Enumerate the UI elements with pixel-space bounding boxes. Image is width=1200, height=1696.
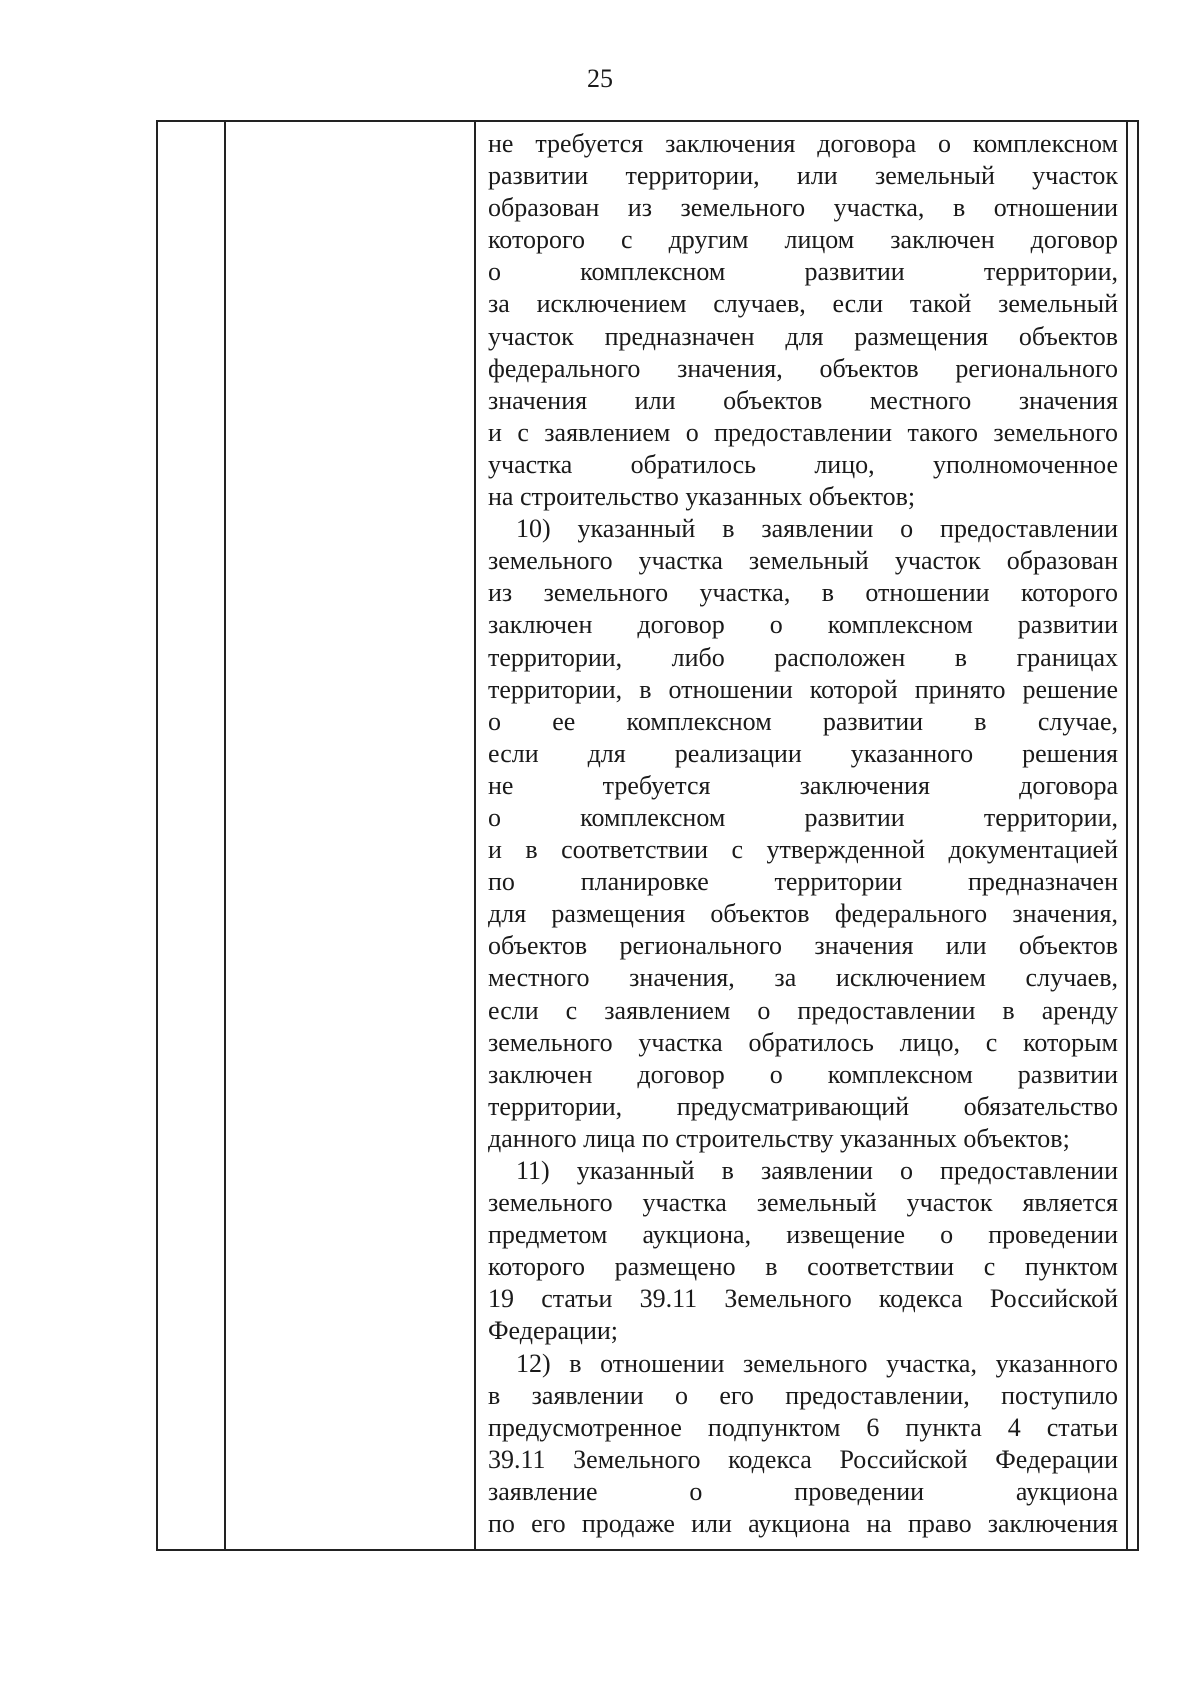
text-line: которого с другим лицом заключен договор — [488, 225, 1118, 255]
document-table — [156, 120, 1139, 1551]
text-line: не требуется заключения договора о комплексном — [488, 129, 1118, 158]
table-column-divider — [1126, 122, 1128, 1549]
table-cell-text — [488, 128, 1118, 1540]
text-line: 19 статьи 39.11 Земельного кодекса Российской — [488, 1284, 1118, 1314]
text-line: объектов регионального значения или объектов — [488, 931, 1118, 961]
text-line: 12) в отношении земельного участка, указанного — [516, 1348, 1118, 1378]
page-number: 25 — [587, 64, 613, 93]
text-line: участок предназначен для размещения объектов — [488, 321, 1118, 351]
text-line: если для реализации указанного решения — [488, 738, 1118, 768]
text-line: данного лица по строительству указанных объектов; — [488, 1123, 1070, 1153]
text-line: земельного участка земельный участок является — [488, 1188, 1118, 1218]
text-line: заключен договор о комплексном развитии — [488, 610, 1118, 640]
text-line: и с заявлением о предоставлении такого земельного — [488, 417, 1118, 447]
text-line: о комплексном развитии территории, — [488, 257, 1118, 287]
text-line: предметом аукциона, извещение о проведении — [488, 1220, 1118, 1250]
text-line: значения или объектов местного значения — [488, 385, 1118, 415]
text-line: 11) указанный в заявлении о предоставлении — [516, 1156, 1118, 1185]
text-line: Федерации; — [488, 1316, 619, 1346]
text-line: которого размещено в соответствии с пунктом — [488, 1252, 1118, 1282]
text-line: развитии территории, или земельный участок — [488, 161, 1118, 191]
text-line: земельного участка земельный участок образован — [488, 546, 1118, 576]
text-line: по его продаже или аукциона на право заключения — [488, 1509, 1118, 1539]
text-line: о комплексном развитии территории, — [488, 802, 1118, 832]
text-line: территории, предусматривающий обязательство — [488, 1091, 1118, 1121]
text-line: территории, в отношении которой принято решение — [488, 674, 1118, 704]
text-line: не требуется заключения договора — [488, 770, 1118, 800]
text-line: в заявлении о его предоставлении, поступило — [488, 1380, 1118, 1410]
text-line: местного значения, за исключением случаев, — [488, 963, 1118, 993]
text-line: если с заявлением о предоставлении в аренду — [488, 995, 1118, 1025]
text-line: по планировке территории предназначен — [488, 867, 1118, 897]
text-line: земельного участка обратилось лицо, с которым — [488, 1027, 1118, 1057]
text-line: о ее комплексном развитии в случае, — [488, 706, 1118, 736]
text-line: участка обратилось лицо, уполномоченное — [488, 449, 1118, 479]
text-line: для размещения объектов федерального значения, — [488, 899, 1118, 929]
text-line: заявление о проведении аукциона — [488, 1476, 1118, 1506]
text-line: и в соответствии с утвержденной документацией — [488, 835, 1118, 865]
text-line: на строительство указанных объектов; — [488, 482, 916, 512]
table-column-divider — [224, 122, 226, 1549]
text-line: 39.11 Земельного кодекса Российской Федерации — [488, 1444, 1118, 1474]
text-line: образован из земельного участка, в отношении — [488, 193, 1118, 223]
text-line: из земельного участка, в отношении которого — [488, 578, 1118, 608]
text-line: заключен договор о комплексном развитии — [488, 1059, 1118, 1089]
text-line: предусмотренное подпунктом 6 пункта 4 статьи — [488, 1412, 1118, 1442]
text-line: 10) указанный в заявлении о предоставлении — [516, 514, 1118, 544]
table-column-divider — [474, 122, 476, 1549]
text-line: федерального значения, объектов регионального — [488, 353, 1118, 383]
text-line: территории, либо расположен в границах — [488, 642, 1118, 672]
text-line: за исключением случаев, если такой земельный — [488, 289, 1118, 319]
